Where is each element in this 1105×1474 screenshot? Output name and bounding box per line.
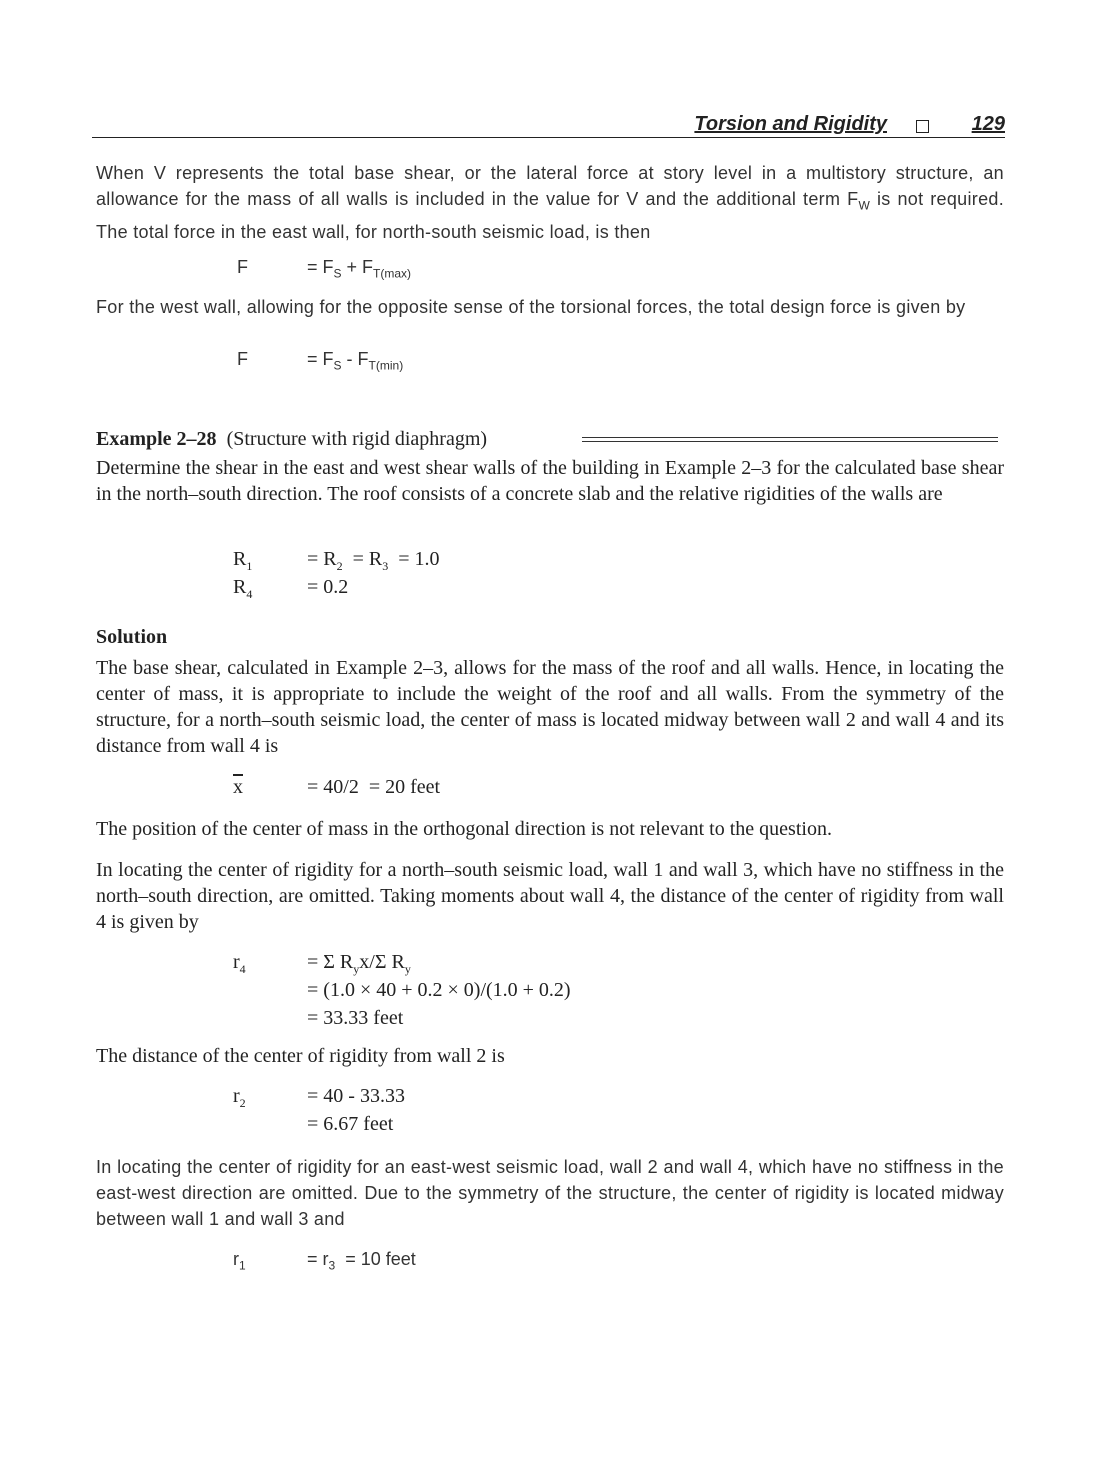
example-heading: Example 2–28 (Structure with rigid diaphragm) — [96, 428, 488, 450]
solution-heading: Solution — [96, 626, 168, 648]
paragraph-center-of-rigidity-ns: In locating the center of rigidity for a north–south seismic load, wall 1 and wall 3, which have no stiffness in the north–south direction, are omitted. Taking moments about wall 4, the distance of the center of rigidity from wall 4 is given by — [96, 859, 1004, 933]
paragraph-example-statement: Determine the shear in the east and west shear walls of the building in Example 2–3 for the calculated base shear in the north–south direction. The roof consists of a concrete slab and the relative rigidities of the walls are — [96, 457, 1004, 505]
running-header — [92, 113, 1005, 138]
paragraph-orthogonal: The position of the center of mass in the orthogonal direction is not relevant to the question. — [96, 818, 832, 840]
paragraph-west-wall: For the west wall, allowing for the opposite sense of the torsional forces, the total design force is given by — [96, 297, 966, 317]
example-rule — [582, 437, 998, 442]
running-title: Torsion and Rigidity — [694, 113, 887, 135]
square-icon — [916, 120, 929, 133]
paragraph-distance-wall2: The distance of the center of rigidity from wall 2 is — [96, 1045, 505, 1067]
paragraph-center-of-mass: The base shear, calculated in Example 2–3, allows for the mass of the roof and all walls. Hence, in locating the center of mass, it is appropriate to include the weight of the roof and all walls. From the symmetry of the structure, for a north–south seismic load, the center of mass is located midway between wall 2 and wall 4 and its distance from wall 4 is — [96, 657, 1004, 757]
page-number: 129 — [971, 113, 1005, 135]
paragraph-intro: When V represents the total base shear, or the lateral force at story level in a multistory structure, an allowance for the mass of all walls is included in the value for V and the additional term $F_W$ is not required. The total force in the east wall, for north-south seismic load, is then — [96, 163, 1005, 242]
paragraph-center-of-rigidity-ew: In locating the center of rigidity for an east-west seismic load, wall 2 and wall 4, which have no stiffness in the east-west direction are omitted. Due to the symmetry of the structure, the center of rigidity is located midway between wall 1 and wall 3 and — [96, 1157, 1004, 1229]
